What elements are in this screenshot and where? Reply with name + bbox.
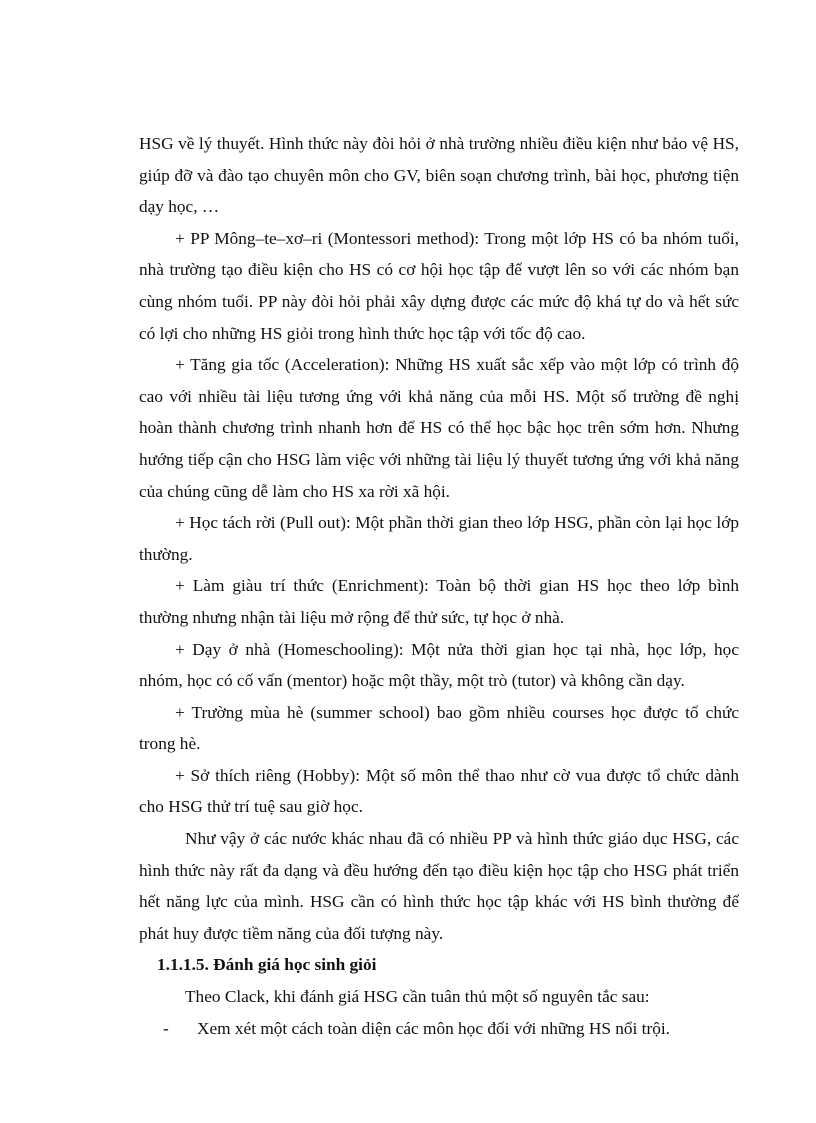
- list-item-text: Xem xét một cách toàn diện các môn học đối với những HS nổi trội.: [197, 1018, 670, 1038]
- paragraph-acceleration: + Tăng gia tốc (Acceleration): Những HS xuất sắc xếp vào một lớp có trình độ cao với nhiều tài liệu tương ứng với khả năng của mỗi HS. Một số trường đề nghị hoàn thành chương trình nhanh hơn để HS có thể học bậc học trên sớm hơn. Nhưng hướng tiếp cận cho HSG làm việc với những tài liệu lý thuyết tương ứng với khả năng của chúng cũng dễ làm cho HS xa rời xã hội.: [139, 355, 739, 501]
- paragraph-enrichment: + Làm giàu trí thức (Enrichment): Toàn bộ thời gian HS học theo lớp bình thường nhưng nhận tài liệu mở rộng để thử sức, tự học ở nhà.: [139, 576, 739, 627]
- paragraph-pull-out: + Học tách rời (Pull out): Một phần thời gian theo lớp HSG, phần còn lại học lớp thường.: [139, 513, 739, 564]
- intro-sentence: Theo Clack, khi đánh giá HSG cần tuân thủ một số nguyên tắc sau:: [185, 987, 650, 1007]
- paragraph-summary: Như vậy ở các nước khác nhau đã có nhiều PP và hình thức giáo dục HSG, các hình thức này rất đa dạng và đều hướng đến tạo điều kiện học tập cho HSG phát triển hết năng lực của mình. HSG cần có hình thức học tập khác với HS bình thường để phát huy được tiềm năng của đối tượng này.: [139, 829, 739, 943]
- paragraph-continuation: HSG về lý thuyết. Hình thức này đòi hỏi ở nhà trường nhiều điều kiện như bảo vệ HS, giúp đỡ và đào tạo chuyên môn cho GV, biên soạn chương trình, bài học, phương tiện dạy học, …: [139, 134, 739, 217]
- paragraph-summer-school: + Trường mùa hè (summer school) bao gồm nhiều courses học được tổ chức trong hè.: [139, 702, 739, 754]
- dash-bullet: -: [163, 1018, 169, 1038]
- document-page: [139, 128, 739, 1044]
- section-heading: 1.1.1.5. Đánh giá học sinh giỏi: [157, 955, 377, 975]
- paragraph-montessori: + PP Mông–te–xơ–ri (Montessori method): Trong một lớp HS có ba nhóm tuổi, nhà trường tạo điều kiện cho HS có cơ hội học tập để vượt lên so với các nhóm bạn cùng nhóm tuổi. PP này đòi hỏi phải xây dựng được các mức độ khá tự do và hết sức có lợi cho những HS giỏi trong hình thức học tập với tốc độ cao.: [139, 228, 739, 343]
- list-item: [139, 1013, 739, 1045]
- paragraph-hobby: + Sở thích riêng (Hobby): Một số môn thể thao như cờ vua được tổ chức dành cho HSG thử trí tuệ sau giờ học.: [139, 765, 739, 817]
- paragraph-homeschooling: + Dạy ở nhà (Homeschooling): Một nửa thời gian học tại nhà, học lớp, học nhóm, học có cố vấn (mentor) hoặc một thầy, một trò (tutor) và không cần dạy.: [139, 639, 739, 691]
